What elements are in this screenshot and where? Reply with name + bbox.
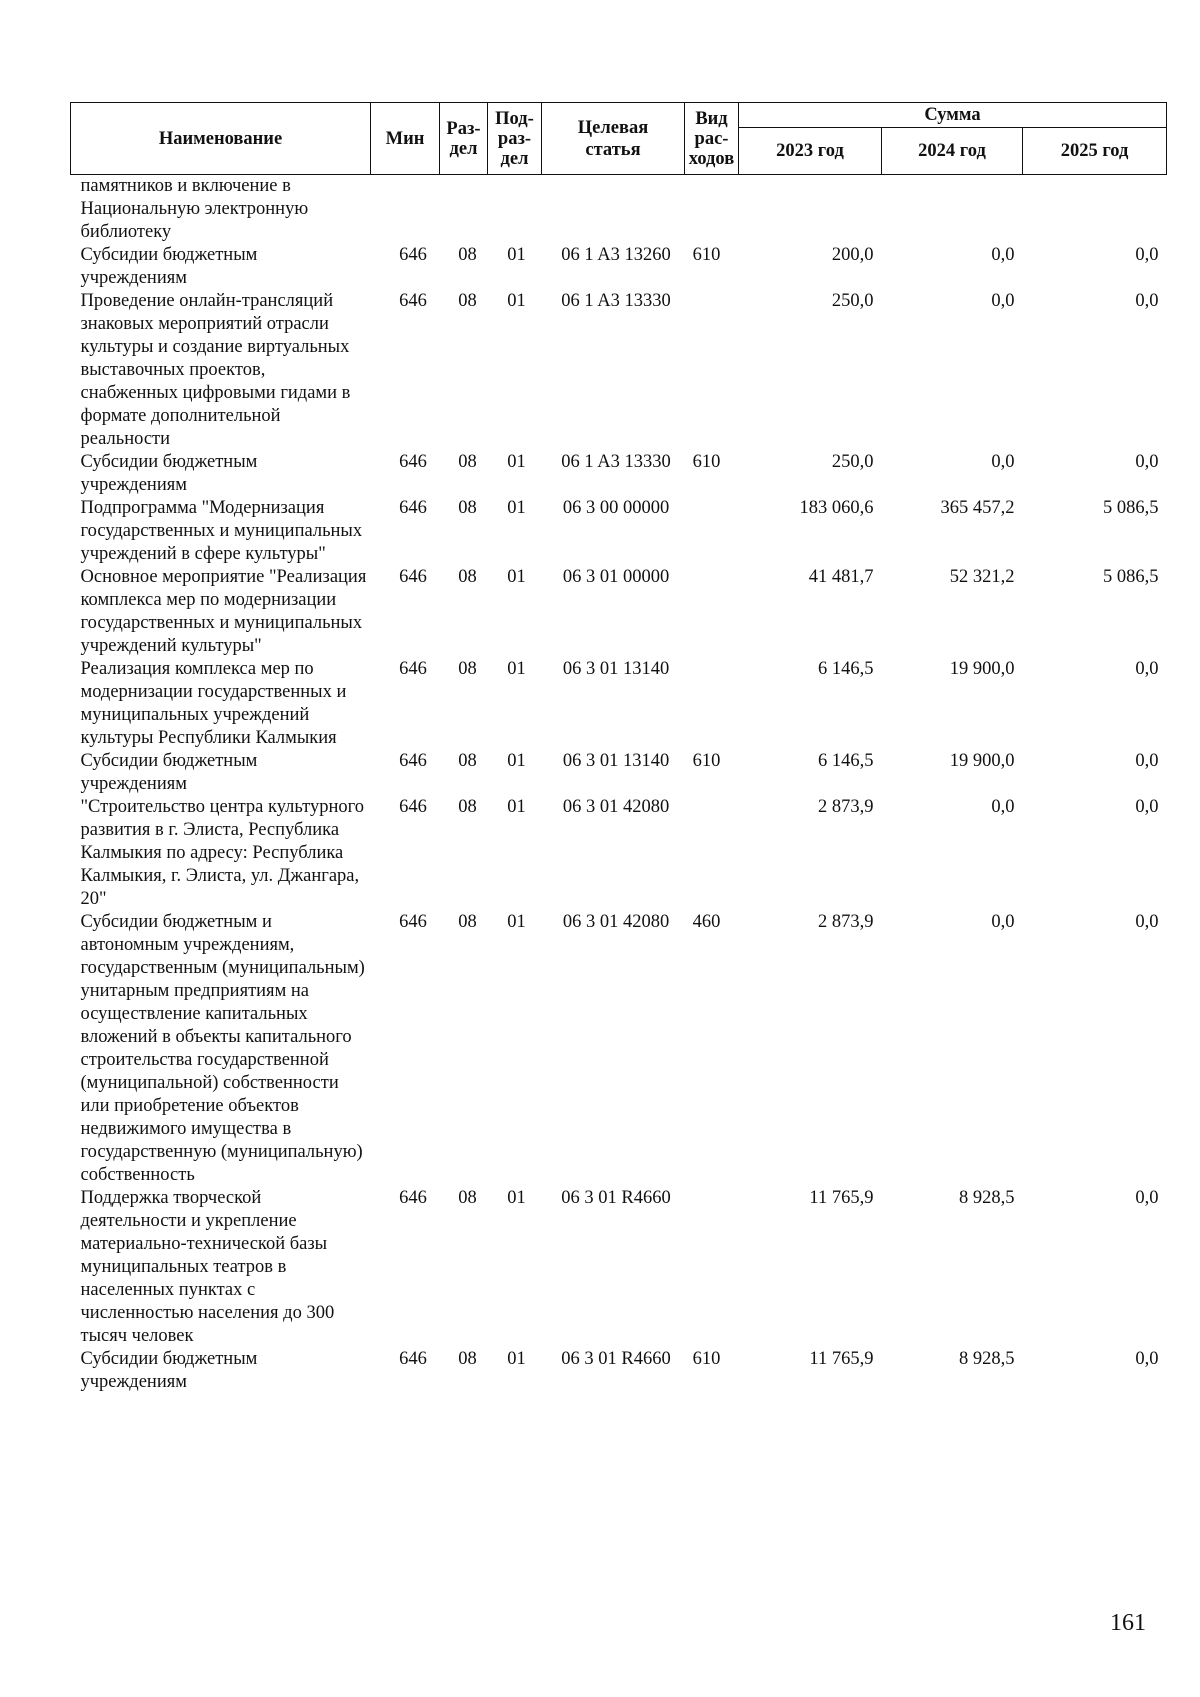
row-celevaya: 06 1 A3 13330 xyxy=(561,452,671,472)
row-celevaya: 06 3 00 00000 xyxy=(562,498,670,518)
row-vid xyxy=(685,796,739,911)
row-razdel xyxy=(440,175,488,245)
row-celevaya: 06 3 01 13140 xyxy=(562,751,670,771)
row-min: 646 xyxy=(399,245,427,265)
row-celevaya xyxy=(542,175,685,245)
row-vid xyxy=(685,290,739,451)
row-podrazdel xyxy=(488,175,542,245)
table-row xyxy=(71,451,1167,497)
row-amount-2024: 52 321,2 xyxy=(949,567,1015,587)
row-name: Субсидии бюджетным учреждениям xyxy=(80,751,258,794)
row-vid xyxy=(685,175,739,245)
row-min: 646 xyxy=(399,659,427,679)
row-name: Подпрограмма "Модернизация государственных и муниципальных учреждений в сфере культуры" xyxy=(80,498,363,564)
table-row xyxy=(71,1348,1167,1394)
row-podrazdel: 01 xyxy=(507,797,526,817)
row-min: 646 xyxy=(399,291,427,311)
row-celevaya: 06 3 01 42080 xyxy=(562,797,670,817)
table-row xyxy=(71,796,1167,911)
table-row xyxy=(71,658,1167,750)
table-row xyxy=(71,566,1167,658)
row-razdel: 08 xyxy=(458,291,477,311)
row-vid xyxy=(685,566,739,658)
row-name: Основное мероприятие "Реализация комплекса мер по модернизации государственных и муниципальных учреждений культуры" xyxy=(80,567,367,656)
row-celevaya: 06 3 01 R4660 xyxy=(561,1188,671,1208)
row-amount-2025: 0,0 xyxy=(1135,452,1159,472)
row-amount-2024: 0,0 xyxy=(991,797,1015,817)
row-amount-2023: 11 765,9 xyxy=(809,1188,874,1208)
row-name: Субсидии бюджетным учреждениям xyxy=(80,1349,258,1392)
row-amount-2023: 2 873,9 xyxy=(818,912,874,932)
row-amount-2024: 19 900,0 xyxy=(949,751,1015,771)
table-row xyxy=(71,175,1167,245)
row-amount-2024: 19 900,0 xyxy=(949,659,1015,679)
row-name: памятников и включение в Национальную электронную библиотеку xyxy=(80,176,309,242)
row-amount-2023: 250,0 xyxy=(831,291,874,311)
row-podrazdel: 01 xyxy=(507,659,526,679)
table-row xyxy=(71,911,1167,1187)
row-podrazdel: 01 xyxy=(507,245,526,265)
row-razdel: 08 xyxy=(458,912,477,932)
table-row xyxy=(71,244,1167,290)
header-min: Мин xyxy=(371,103,440,175)
row-amount-2025: 0,0 xyxy=(1135,1188,1159,1208)
row-min: 646 xyxy=(399,567,427,587)
row-vid: 610 xyxy=(692,245,721,265)
row-min: 646 xyxy=(399,498,427,518)
row-amount-2023: 200,0 xyxy=(831,245,874,265)
header-razdel: Раз- дел xyxy=(440,103,488,175)
row-podrazdel: 01 xyxy=(507,1349,526,1369)
row-vid: 610 xyxy=(692,452,721,472)
row-razdel: 08 xyxy=(458,751,477,771)
row-amount-2023: 250,0 xyxy=(831,452,874,472)
row-amount-2023: 41 481,7 xyxy=(808,567,874,587)
row-razdel: 08 xyxy=(458,452,477,472)
row-name: Субсидии бюджетным учреждениям xyxy=(80,245,258,288)
row-amount-2025: 0,0 xyxy=(1135,291,1159,311)
row-vid: 610 xyxy=(692,1349,721,1369)
header-vid: Вид рас- ходов xyxy=(685,103,739,175)
row-name: "Строительство центра культурного развития в г. Элиста, Республика Калмыкия по адресу: Республика Калмыкия, г. Элиста, ул. Джангара, 20" xyxy=(80,797,365,909)
row-celevaya: 06 3 01 42080 xyxy=(562,912,670,932)
row-amount-2025 xyxy=(1023,175,1167,245)
row-amount-2024 xyxy=(882,175,1023,245)
row-vid: 610 xyxy=(692,751,721,771)
row-amount-2023: 6 146,5 xyxy=(818,659,874,679)
row-amount-2023: 6 146,5 xyxy=(818,751,874,771)
row-min xyxy=(371,175,440,245)
row-amount-2025: 0,0 xyxy=(1135,912,1159,932)
row-amount-2023: 11 765,9 xyxy=(809,1349,874,1369)
row-razdel: 08 xyxy=(458,567,477,587)
header-name: Наименование xyxy=(71,103,371,175)
row-amount-2025: 5 086,5 xyxy=(1103,567,1159,587)
row-amount-2025: 0,0 xyxy=(1135,1349,1159,1369)
row-razdel: 08 xyxy=(458,1188,477,1208)
row-name: Субсидии бюджетным учреждениям xyxy=(80,452,258,495)
table-header xyxy=(71,103,1167,175)
page-number: 161 xyxy=(1110,1610,1146,1636)
row-min: 646 xyxy=(399,797,427,817)
row-razdel: 08 xyxy=(458,797,477,817)
row-amount-2024: 0,0 xyxy=(991,912,1015,932)
row-vid xyxy=(685,658,739,750)
table-row xyxy=(71,497,1167,566)
row-podrazdel: 01 xyxy=(507,452,526,472)
row-podrazdel: 01 xyxy=(507,912,526,932)
row-celevaya: 06 1 A3 13260 xyxy=(561,245,671,265)
row-amount-2024: 0,0 xyxy=(991,452,1015,472)
table-body xyxy=(71,175,1167,1395)
row-celevaya: 06 3 01 R4660 xyxy=(561,1349,671,1369)
row-razdel: 08 xyxy=(458,659,477,679)
row-razdel: 08 xyxy=(458,245,477,265)
row-min: 646 xyxy=(399,452,427,472)
table-row xyxy=(71,750,1167,796)
row-podrazdel: 01 xyxy=(507,291,526,311)
row-amount-2024: 8 928,5 xyxy=(959,1349,1015,1369)
budget-table xyxy=(70,102,1167,1394)
row-amount-2025: 0,0 xyxy=(1135,751,1159,771)
table-row xyxy=(71,1187,1167,1348)
row-amount-2025: 5 086,5 xyxy=(1103,498,1159,518)
row-min: 646 xyxy=(399,751,427,771)
row-amount-2025: 0,0 xyxy=(1135,797,1159,817)
row-vid: 460 xyxy=(692,912,721,932)
row-vid xyxy=(685,497,739,566)
row-amount-2023: 2 873,9 xyxy=(818,797,874,817)
row-celevaya: 06 3 01 00000 xyxy=(562,567,670,587)
row-name: Реализация комплекса мер по модернизации государственных и муниципальных учреждений культуры Республики Калмыкия xyxy=(80,659,347,748)
row-amount-2024: 0,0 xyxy=(991,291,1015,311)
row-name: Поддержка творческой деятельности и укрепление материально-технической базы муниципальных театров в населенных пунктах с численностью населения до 300 тысяч человек xyxy=(80,1188,335,1346)
header-celevaya: Целевая статья xyxy=(542,103,685,175)
row-vid xyxy=(685,1187,739,1348)
row-amount-2025: 0,0 xyxy=(1135,245,1159,265)
row-podrazdel: 01 xyxy=(507,751,526,771)
header-year-2025: 2025 год xyxy=(1023,128,1167,175)
row-podrazdel: 01 xyxy=(507,567,526,587)
row-razdel: 08 xyxy=(458,498,477,518)
row-amount-2025: 0,0 xyxy=(1135,659,1159,679)
row-razdel: 08 xyxy=(458,1349,477,1369)
header-year-2023: 2023 год xyxy=(739,128,882,175)
row-amount-2024: 8 928,5 xyxy=(959,1188,1015,1208)
header-summa: Сумма xyxy=(739,103,1167,128)
row-podrazdel: 01 xyxy=(507,498,526,518)
row-podrazdel: 01 xyxy=(507,1188,526,1208)
row-min: 646 xyxy=(399,1349,427,1369)
row-min: 646 xyxy=(399,912,427,932)
header-podrazdel: Под- раз- дел xyxy=(488,103,542,175)
row-celevaya: 06 1 A3 13330 xyxy=(561,291,671,311)
row-amount-2024: 365 457,2 xyxy=(940,498,1015,518)
row-amount-2024: 0,0 xyxy=(991,245,1015,265)
row-celevaya: 06 3 01 13140 xyxy=(562,659,670,679)
row-amount-2023: 183 060,6 xyxy=(799,498,874,518)
table-row xyxy=(71,290,1167,451)
row-min: 646 xyxy=(399,1188,427,1208)
row-amount-2023 xyxy=(739,175,882,245)
row-name: Проведение онлайн-трансляций знаковых мероприятий отрасли культуры и создание виртуальных выставочных проектов, снабженных цифровыми гидами в формате дополнительной реальности xyxy=(80,291,351,449)
header-year-2024: 2024 год xyxy=(882,128,1023,175)
row-name: Субсидии бюджетным и автономным учреждениям, государственным (муниципальным) унитарным предприятиям на осуществление капитальных вложений в объекты капитального строительства государственной (муниципальной) собственности или приобретение объектов недвижимого имущества в государственную (муниципальную) собственность xyxy=(80,912,365,1185)
